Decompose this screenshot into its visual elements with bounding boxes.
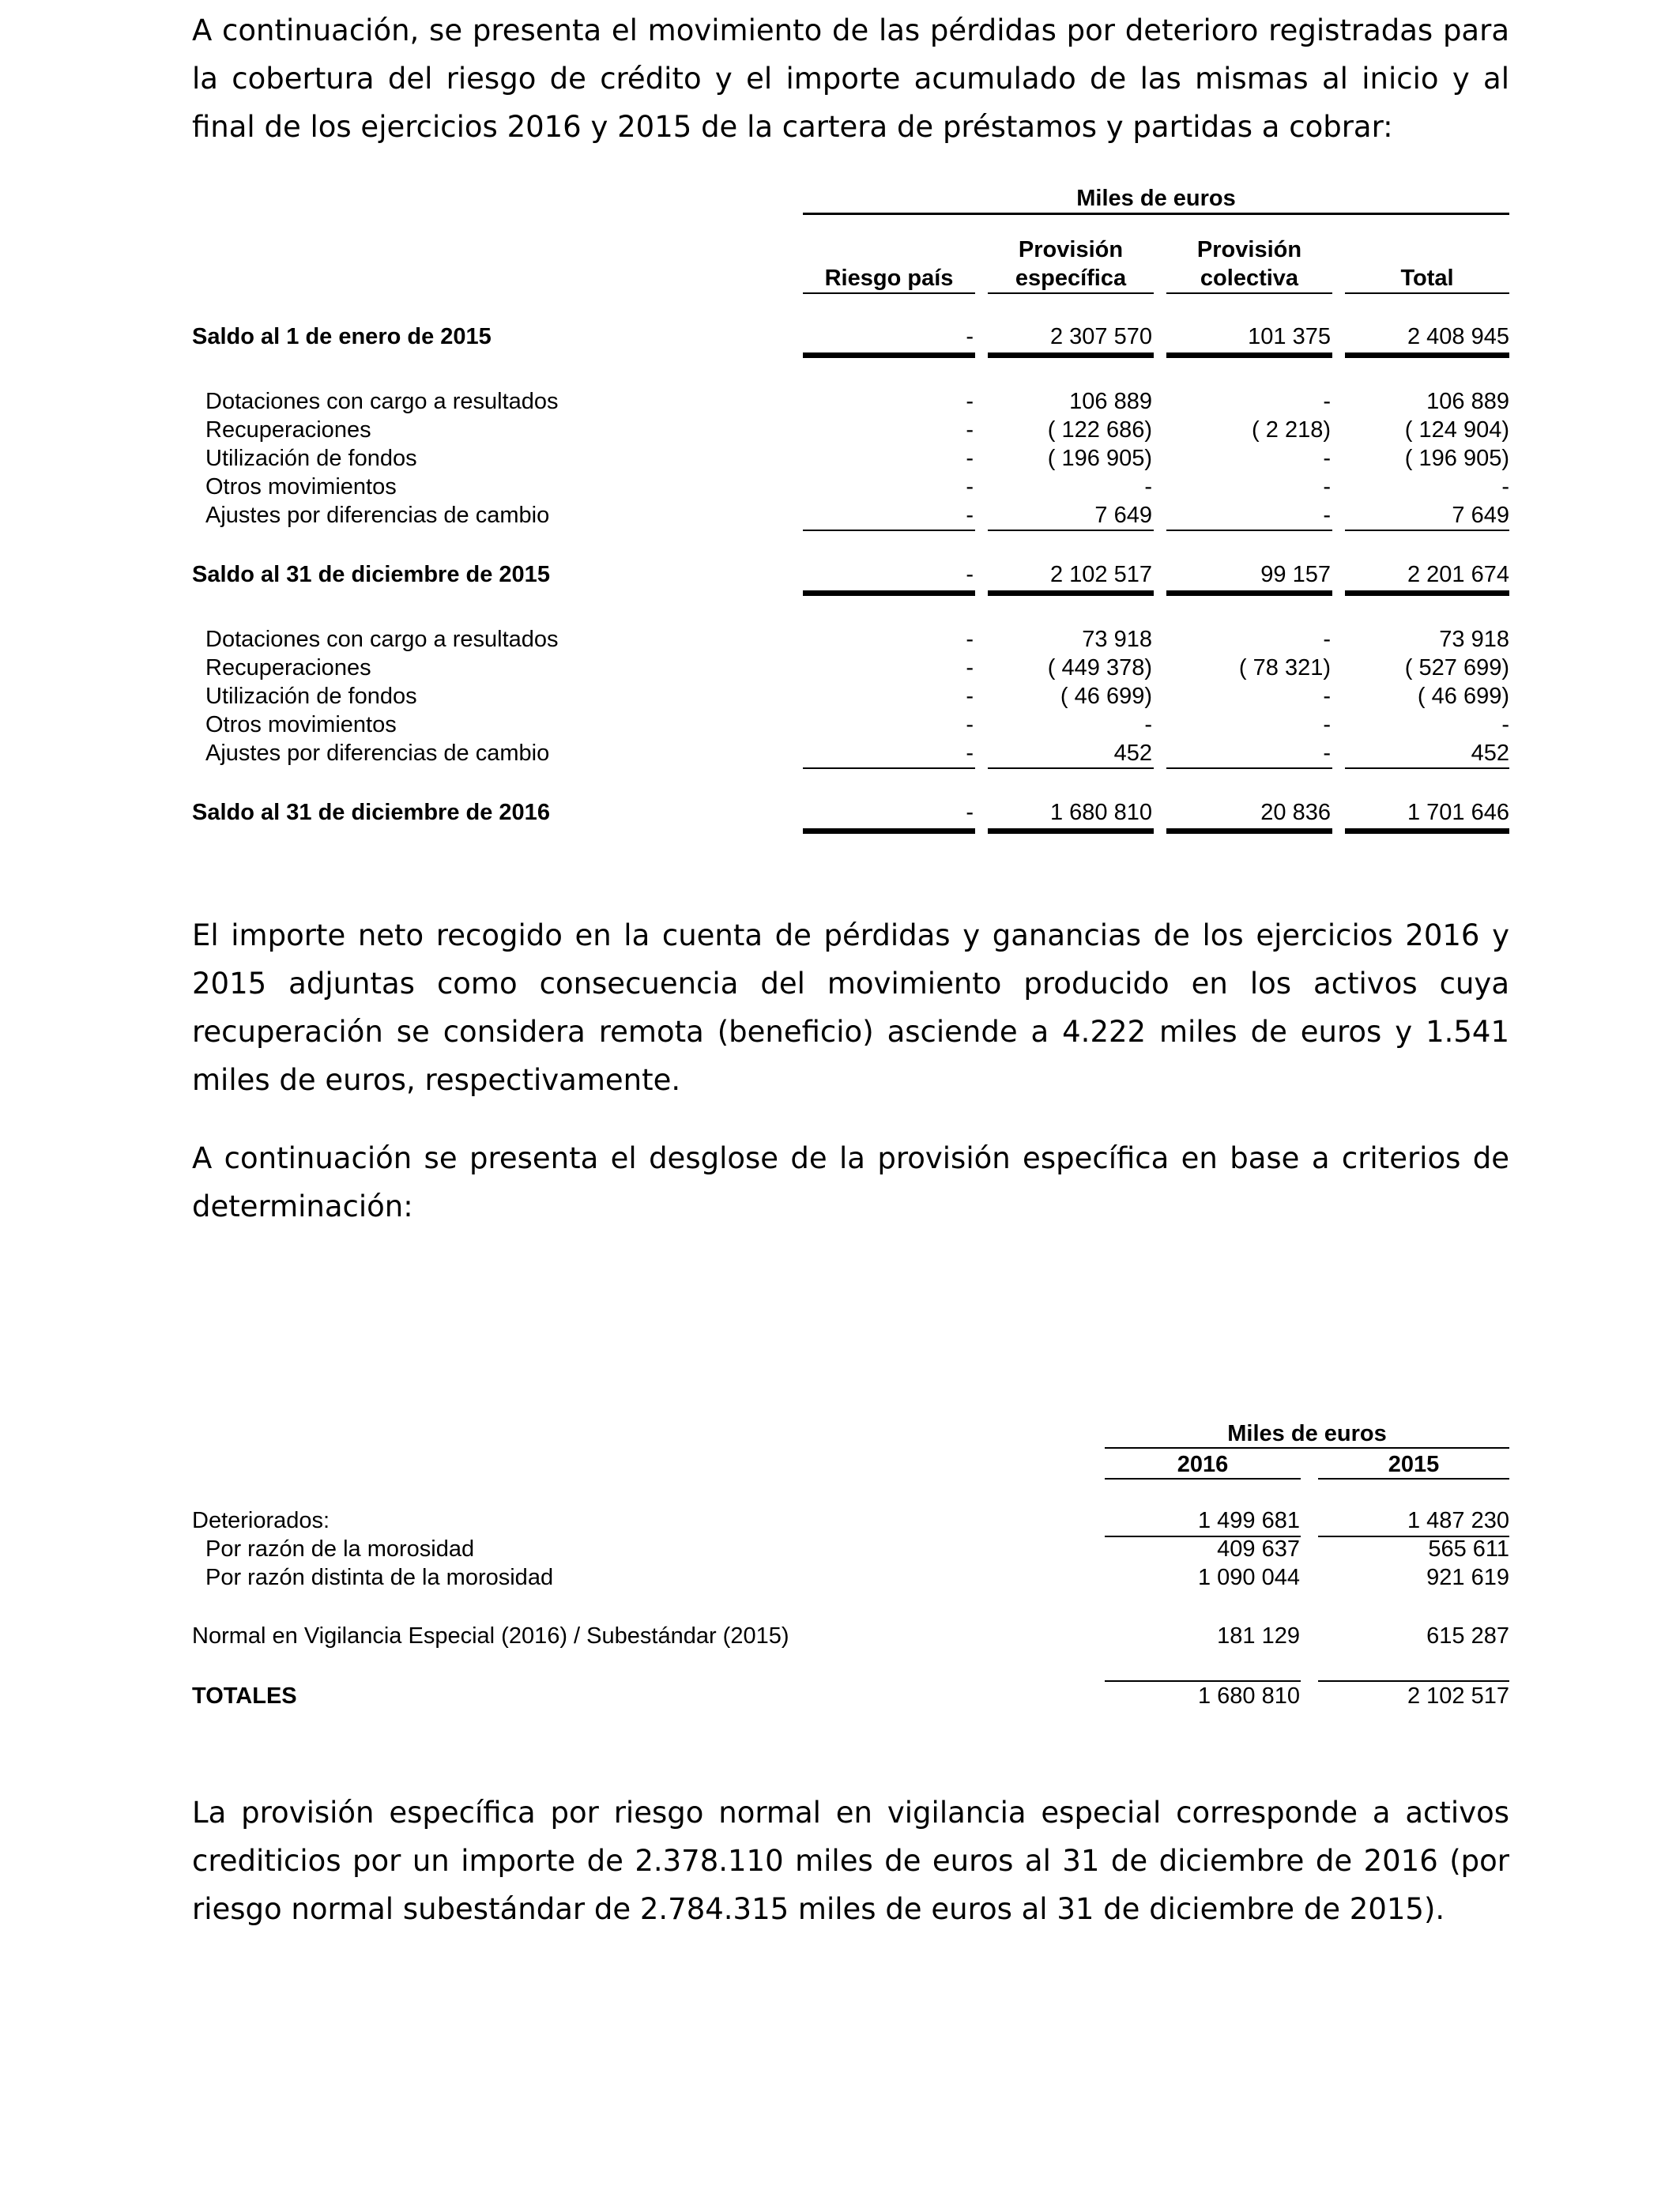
balance-double-rule <box>803 590 975 596</box>
col-header-colectiva-line1: Provisión <box>1196 237 1302 262</box>
subtotal-rule <box>988 767 1154 769</box>
balance-double-rule <box>803 828 975 834</box>
col-header-2016: 2016 <box>1177 1452 1229 1477</box>
table1-cell: 2 307 570 <box>1049 324 1152 349</box>
table1-row-label: Saldo al 31 de diciembre de 2016 <box>192 800 550 825</box>
subtotal-rule <box>1166 767 1332 769</box>
col-header-especifica-line2: específica <box>1015 266 1127 291</box>
table1-cell: - <box>966 562 974 587</box>
subtotal-rule <box>1345 767 1509 769</box>
table1-cell: 1 680 810 <box>1049 800 1152 825</box>
balance-double-rule <box>1345 352 1509 358</box>
table1-row-label: Ajustes por diferencias de cambio <box>205 741 550 766</box>
table1-cell: - <box>966 503 974 528</box>
table1-cell: 7 649 <box>1094 503 1152 528</box>
table1-cell: ( 46 699) <box>1060 684 1152 709</box>
year-underline <box>1105 1478 1301 1480</box>
subtotal-rule <box>803 767 975 769</box>
table1-cell: - <box>1144 474 1152 499</box>
table1-cell: - <box>966 741 974 766</box>
table2-row-label: Normal en Vigilancia Especial (2016) / Subestándar (2015) <box>192 1623 789 1649</box>
table1-row-label: Dotaciones con cargo a resultados <box>205 627 559 652</box>
table2-row-label: TOTALES <box>192 1683 297 1709</box>
table1-cell: - <box>966 684 974 709</box>
table1-cell: - <box>1323 741 1331 766</box>
table1-cell: - <box>1501 474 1509 499</box>
table1-cell: - <box>1144 712 1152 737</box>
table1-cell: 106 889 <box>1426 389 1509 414</box>
balance-double-rule <box>988 590 1154 596</box>
table1-cell: 73 918 <box>1082 627 1152 652</box>
table1-cell: - <box>966 474 974 499</box>
table1-cell: 20 836 <box>1260 800 1331 825</box>
subtotal-rule <box>1166 530 1332 531</box>
table1-cell: - <box>1323 389 1331 414</box>
table1-cell: 452 <box>1113 741 1152 766</box>
balance-double-rule <box>988 352 1154 358</box>
balance-double-rule <box>1166 590 1332 596</box>
table1-cell: - <box>966 655 974 680</box>
table1-cell: 106 889 <box>1069 389 1152 414</box>
table1-cell: - <box>1323 446 1331 471</box>
table1-header-rule <box>803 213 1509 215</box>
table1-row-label: Recuperaciones <box>205 655 371 680</box>
table1-unit-header: Miles de euros <box>1076 186 1236 211</box>
balance-double-rule <box>1166 828 1332 834</box>
balance-double-rule <box>803 352 975 358</box>
table1-cell: - <box>966 627 974 652</box>
table1-cell: - <box>966 389 974 414</box>
subtotal-rule <box>1345 530 1509 531</box>
table2-cell: 2 102 517 <box>1407 1683 1509 1709</box>
middle-paragraph-breakdown-intro: A continuación se presenta el desglose de la provisión específica en base a criterios de determinación: <box>192 1141 1509 1223</box>
table1-cell: 101 375 <box>1248 324 1331 349</box>
table1-cell: ( 124 904) <box>1404 417 1509 443</box>
table1-cell: ( 196 905) <box>1404 446 1509 471</box>
table1-cell: - <box>1323 627 1331 652</box>
table1-row-label: Utilización de fondos <box>205 446 417 471</box>
intro-paragraph: A continuación, se presenta el movimiento de las pérdidas por deterioro registradas para la cobertura del riesgo de crédito y el importe acumulado de las mismas al inicio y al final de los ejercicios 2016 y 2015 de la cartera de préstamos y partidas a cobrar: <box>192 13 1509 144</box>
table1-cell: - <box>966 800 974 825</box>
table2-cell: 409 637 <box>1217 1536 1300 1562</box>
table1-cell: ( 527 699) <box>1404 655 1509 680</box>
balance-double-rule <box>988 828 1154 834</box>
table1-cell: ( 196 905) <box>1047 446 1152 471</box>
col-header-colectiva-line2: colectiva <box>1200 266 1299 291</box>
subtotal-rule <box>988 530 1154 531</box>
col-header-2015: 2015 <box>1388 1452 1440 1477</box>
table1-cell: 2 408 945 <box>1407 324 1509 349</box>
middle-paragraph-net-amount: El importe neto recogido en la cuenta de pérdidas y ganancias de los ejercicios 2016 y 2015 adjuntas como consecuencia del movimiento producido en los activos cuya recuperación se considera remota (beneficio) asciende a 4.222 miles de euros y 1.541 miles de euros, respectivamente. <box>192 918 1509 1097</box>
table2-cell: 1 680 810 <box>1197 1683 1300 1709</box>
table2-cell: 1 487 230 <box>1407 1508 1509 1533</box>
table2-cell: 565 611 <box>1428 1536 1509 1562</box>
header-underline <box>1345 292 1509 294</box>
table2-cell: 1 499 681 <box>1197 1508 1300 1533</box>
col-header-riesgo-pais: Riesgo país <box>824 266 954 291</box>
table1-row-label: Saldo al 1 de enero de 2015 <box>192 324 492 349</box>
table2-row-label: Por razón de la morosidad <box>205 1536 475 1562</box>
table1-cell: ( 122 686) <box>1047 417 1152 443</box>
balance-double-rule <box>1345 828 1509 834</box>
table1-row-label: Utilización de fondos <box>205 684 417 709</box>
table1-cell: 2 102 517 <box>1049 562 1152 587</box>
header-underline <box>988 292 1154 294</box>
table2-header-rule <box>1105 1447 1509 1449</box>
balance-double-rule <box>1166 352 1332 358</box>
table1-cell: - <box>966 446 974 471</box>
header-underline <box>803 292 975 294</box>
table1-row-label: Otros movimientos <box>205 474 397 499</box>
table1-cell: 1 701 646 <box>1407 800 1509 825</box>
table1-cell: - <box>1323 503 1331 528</box>
table2-cell: 615 287 <box>1426 1623 1509 1649</box>
table1-cell: 99 157 <box>1260 562 1331 587</box>
header-underline <box>1166 292 1332 294</box>
table1-row-label: Dotaciones con cargo a resultados <box>205 389 559 414</box>
table1-cell: - <box>966 324 974 349</box>
table1-cell: ( 449 378) <box>1047 655 1152 680</box>
table2-row-label: Deteriorados: <box>192 1508 330 1533</box>
table1-cell: ( 46 699) <box>1417 684 1509 709</box>
table1-cell: ( 2 218) <box>1252 417 1331 443</box>
table1-cell: - <box>966 712 974 737</box>
table1-cell: - <box>1323 712 1331 737</box>
table1-cell: 73 918 <box>1439 627 1509 652</box>
balance-double-rule <box>1345 590 1509 596</box>
year-underline <box>1318 1478 1509 1480</box>
table1-cell: 452 <box>1471 741 1509 766</box>
table1-row-label: Ajustes por diferencias de cambio <box>205 503 550 528</box>
col-header-especifica-line1: Provisión <box>1018 237 1124 262</box>
col-header-total: Total <box>1400 266 1454 291</box>
table1-row-label: Saldo al 31 de diciembre de 2015 <box>192 562 550 587</box>
closing-paragraph: La provisión específica por riesgo normal en vigilancia especial corresponde a activos crediticios por un importe de 2.378.110 miles de euros al 31 de diciembre de 2016 (por riesgo normal subestándar de 2.784.315 miles de euros al 31 de diciembre de 2015). <box>192 1796 1509 1926</box>
table1-cell: - <box>1323 684 1331 709</box>
table2-unit-header: Miles de euros <box>1227 1421 1387 1446</box>
table1-row-label: Recuperaciones <box>205 417 371 443</box>
table1-cell: ( 78 321) <box>1238 655 1331 680</box>
table1-cell: 2 201 674 <box>1407 562 1509 587</box>
table1-cell: 7 649 <box>1452 503 1509 528</box>
table2-cell: 921 619 <box>1426 1565 1509 1590</box>
table2-row-label: Por razón distinta de la morosidad <box>205 1565 554 1590</box>
table1-cell: - <box>966 417 974 443</box>
subtotal-rule <box>803 530 975 531</box>
table1-cell: - <box>1501 712 1509 737</box>
table1-row-label: Otros movimientos <box>205 712 397 737</box>
table2-cell: 181 129 <box>1217 1623 1300 1649</box>
table2-cell: 1 090 044 <box>1197 1565 1300 1590</box>
table1-cell: - <box>1323 474 1331 499</box>
